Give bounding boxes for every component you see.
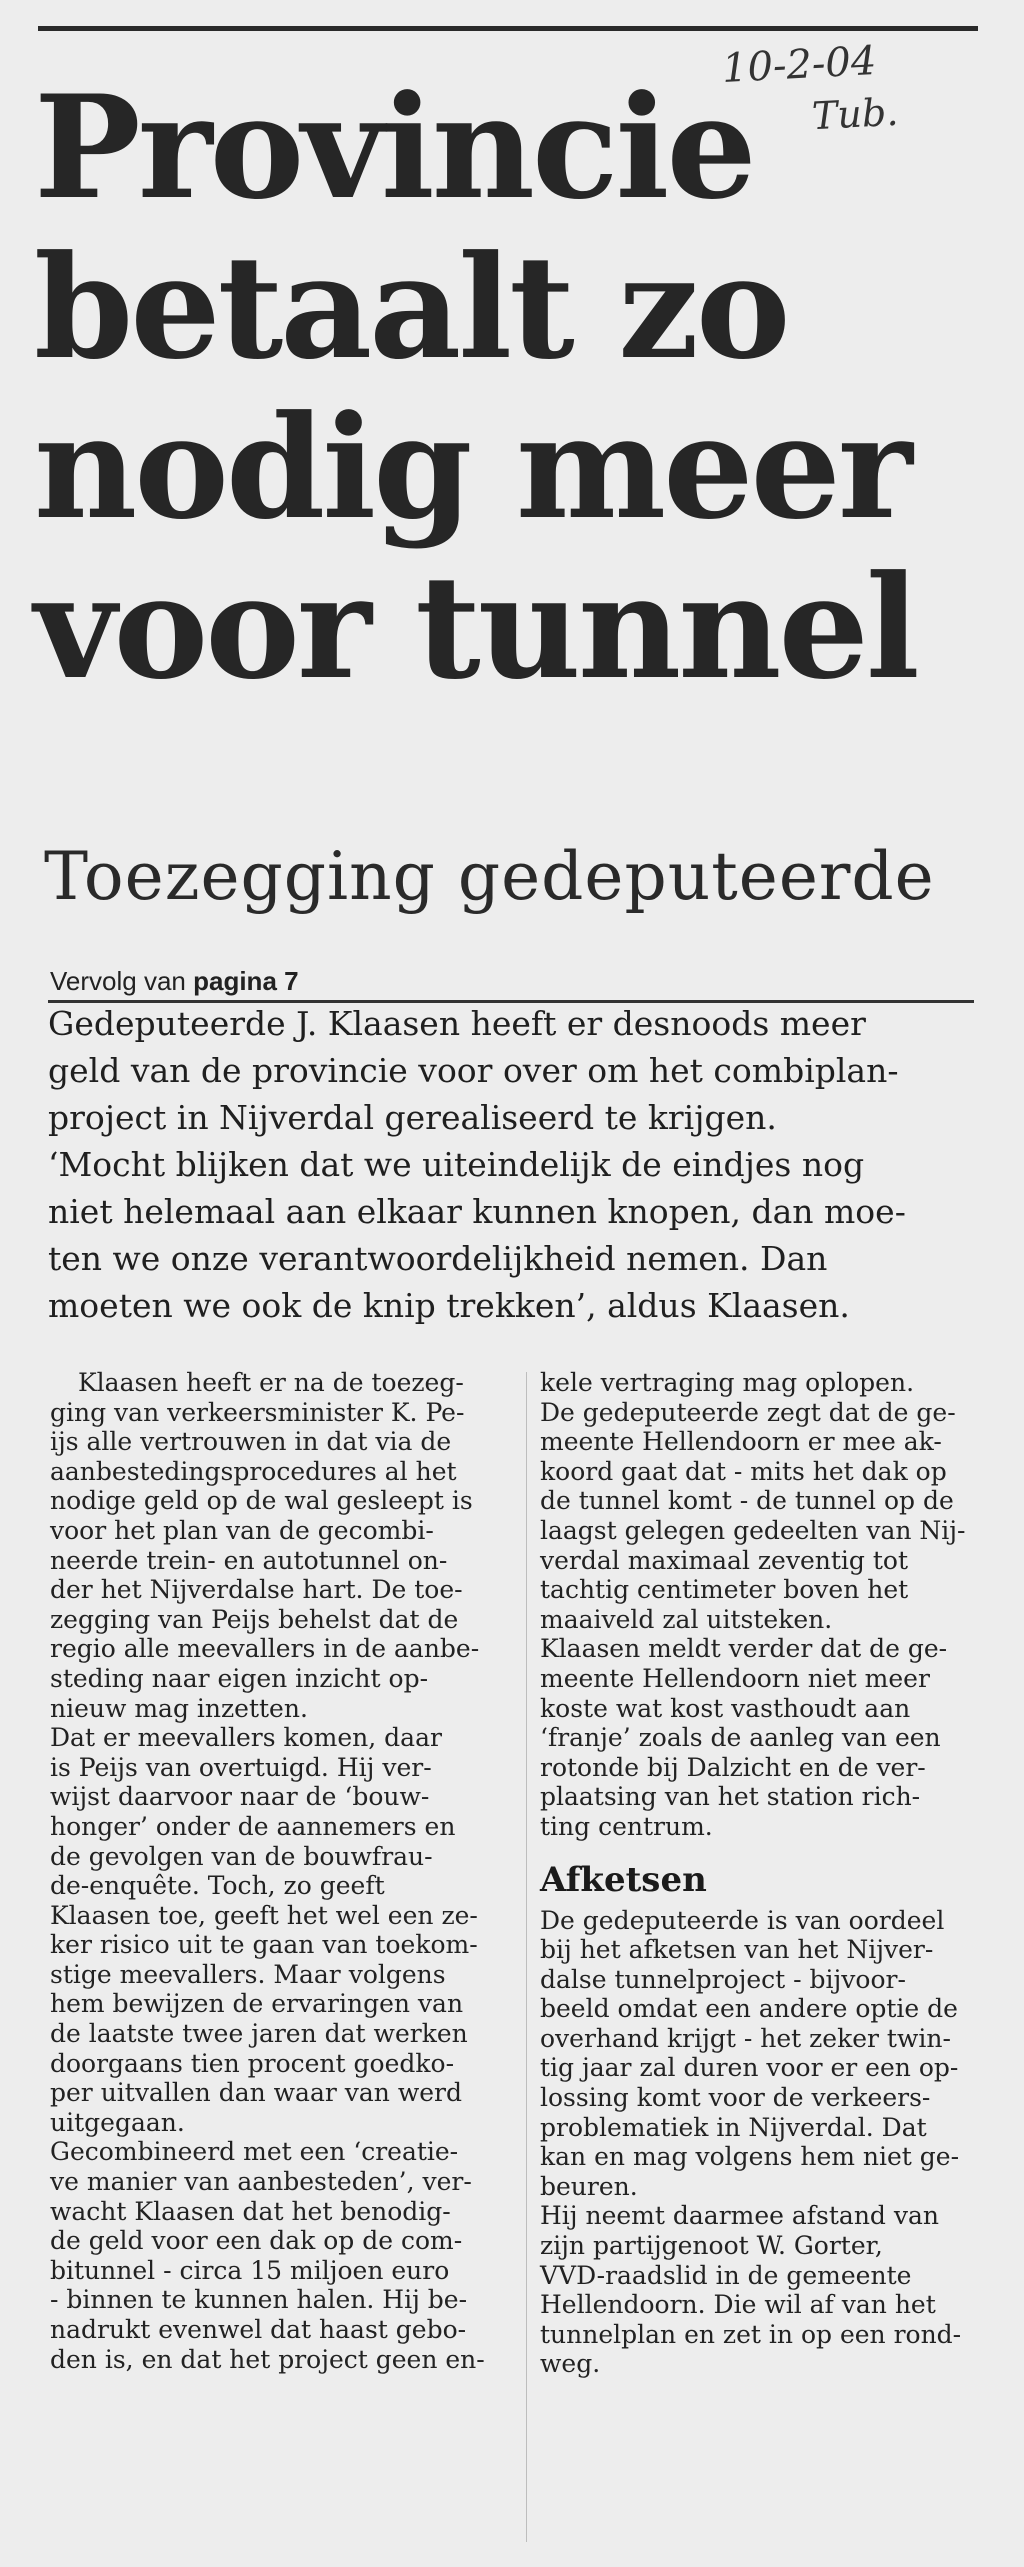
text-line: voor het plan van de gecombi-	[50, 1515, 434, 1545]
text-line: niet helemaal aan elkaar kunnen knopen, dan moe-	[48, 1192, 906, 1231]
text-line: Hellendoorn. Die wil af van het	[540, 2290, 936, 2320]
article-column-right	[540, 1368, 1000, 2379]
text-line: tunnelplan en zet in op een rond-	[540, 2319, 962, 2349]
text-line: project in Nijverdal gerealiseerd te krijgen.	[48, 1098, 777, 1137]
text-line: Dat er meevallers komen, daar	[50, 1723, 442, 1753]
text-line: meente Hellendoorn er mee ak-	[540, 1427, 942, 1457]
text-line: moeten we ook de knip trekken’, aldus Klaasen.	[48, 1286, 850, 1325]
text-line: tachtig centimeter boven het	[540, 1575, 909, 1605]
text-line: koste wat kost vasthoudt aan	[540, 1693, 911, 1723]
text-line: de geld voor een dak op de com-	[50, 2226, 463, 2256]
text-line: de laatste twee jaren dat werken	[50, 2019, 468, 2049]
text-line: De gedeputeerde is van oordeel	[540, 1905, 945, 1935]
text-line: beuren.	[540, 2171, 638, 2201]
text-line: uitgegaan.	[50, 2107, 185, 2137]
text-line: rotonde bij Dalzicht en de ver-	[540, 1752, 926, 1782]
text-line: de gevolgen van de bouwfrau-	[50, 1841, 433, 1871]
continuation-page: pagina 7	[193, 966, 299, 996]
text-line: koord gaat dat - mits het dak op	[540, 1456, 947, 1486]
text-line: neerde trein- en autotunnel on-	[50, 1545, 448, 1575]
headline-line: nodig meer	[34, 385, 910, 551]
text-line: weg.	[540, 2349, 601, 2379]
continuation-note	[50, 966, 299, 997]
text-line: ‘Mocht blijken dat we uiteindelijk de eindjes nog	[48, 1145, 865, 1184]
text-line: is Peijs van overtuigd. Hij ver-	[50, 1752, 432, 1782]
headline-line: betaalt zo	[34, 225, 788, 391]
text-line: der het Nijverdalse hart. De toe-	[50, 1575, 463, 1605]
text-line: ten we onze verantwoordelijkheid nemen. Dan	[48, 1239, 828, 1278]
text-line: Gedeputeerde J. Klaasen heeft er desnoods meer	[48, 1004, 866, 1043]
text-line: de-enquête. Toch, zo geeft	[50, 1871, 385, 1901]
text-line: plaatsing van het station rich-	[540, 1782, 921, 1812]
text-line: doorgaans tien procent goedko-	[50, 2048, 455, 2078]
text-line: beeld omdat een andere optie de	[540, 1994, 958, 2024]
text-line: stige meevallers. Maar volgens	[50, 1959, 446, 1989]
text-line: De gedeputeerde zegt dat de ge-	[540, 1397, 956, 1427]
text-line: maaiveld zal uitsteken.	[540, 1604, 833, 1634]
text-line: kan en mag volgens hem niet ge-	[540, 2142, 960, 2172]
text-line: den is, en dat het project geen en-	[50, 2344, 485, 2374]
column-right-part-a	[540, 1368, 1000, 1842]
text-line: verdal maximaal zeventig tot	[540, 1545, 909, 1575]
text-line: steding naar eigen inzicht op-	[50, 1663, 429, 1693]
headline-line: Provincie	[34, 65, 754, 231]
text-line: ker risico uit te gaan van toekom-	[50, 1930, 478, 1960]
text-line: ijs alle vertrouwen in dat via de	[50, 1427, 452, 1457]
text-line: per uitvallen dan waar van werd	[50, 2078, 462, 2108]
headline-line: voor tunnel	[34, 545, 917, 711]
column-right-part-b	[540, 1906, 1000, 2380]
text-line: wijst daarvoor naar de ‘bouw-	[50, 1782, 430, 1812]
text-line: nieuw mag inzetten.	[50, 1693, 308, 1723]
text-line: Gecombineerd met een ‘creatie-	[50, 2137, 459, 2167]
text-line: Klaasen heeft er na de toezeg-	[78, 1368, 464, 1397]
lead-paragraph	[48, 1000, 988, 1329]
text-line: Hij neemt daarmee afstand van	[540, 2201, 940, 2231]
text-line: ‘franje’ zoals de aanleg van een	[540, 1723, 941, 1753]
text-line: VVD-raadslid in de gemeente	[540, 2260, 912, 2290]
subheadline: Toezegging gedeputeerde	[44, 838, 935, 915]
text-line: Klaasen toe, geeft het wel een ze-	[50, 1900, 478, 1930]
text-line: regio alle meevallers in de aanbe-	[50, 1634, 480, 1664]
text-line: zijn partijgenoot W. Gorter,	[540, 2231, 883, 2261]
text-line: meente Hellendoorn niet meer	[540, 1663, 930, 1693]
text-line: ging van verkeersminister K. Pe-	[50, 1397, 465, 1427]
text-line: overhand krijgt - het zeker twin-	[540, 2023, 951, 2053]
top-rule	[38, 26, 978, 31]
text-line: hem bewijzen de ervaringen van	[50, 1989, 464, 2019]
text-line: Klaasen meldt verder dat de ge-	[540, 1634, 948, 1664]
text-line: wacht Klaasen dat het benodig-	[50, 2196, 451, 2226]
text-line: problematiek in Nijverdal. Dat	[540, 2112, 927, 2142]
text-line: ting centrum.	[540, 1811, 713, 1841]
column-divider	[526, 1372, 527, 2542]
text-line: nadrukt evenwel dat haast gebo-	[50, 2315, 467, 2344]
text-line: laagst gelegen gedeelten van Nij-	[540, 1515, 966, 1545]
text-line: ve manier van aanbesteden’, ver-	[50, 2167, 472, 2197]
text-line: bij het afketsen van het Nijver-	[540, 1935, 934, 1965]
text-line: dalse tunnelproject - bijvoor-	[540, 1964, 906, 1994]
text-line: bitunnel - circa 15 miljoen euro	[50, 2255, 450, 2285]
handwritten-source: Tub.	[810, 89, 900, 139]
section-heading: Afketsen	[540, 1859, 707, 1900]
continuation-prefix: Vervolg van	[50, 966, 186, 996]
text-line: kele vertraging mag oplopen.	[540, 1368, 915, 1397]
handwritten-date: 10-2-04	[720, 37, 878, 93]
text-line: tig jaar zal duren voor er een op-	[540, 2053, 959, 2083]
text-line: geld van de provincie voor over om het combiplan-	[48, 1051, 899, 1090]
text-line: honger’ onder de aannemers en	[50, 1811, 456, 1841]
text-line: - binnen te kunnen halen. Hij be-	[50, 2285, 468, 2315]
text-line: de tunnel komt - de tunnel op de	[540, 1486, 954, 1516]
text-line: aanbestedingsprocedures al het	[50, 1456, 457, 1486]
text-line: lossing komt voor de verkeers-	[540, 2083, 931, 2113]
article-column-left	[50, 1368, 520, 2374]
text-line: nodige geld op de wal gesleept is	[50, 1486, 473, 1516]
text-line: zegging van Peijs behelst dat de	[50, 1604, 459, 1634]
